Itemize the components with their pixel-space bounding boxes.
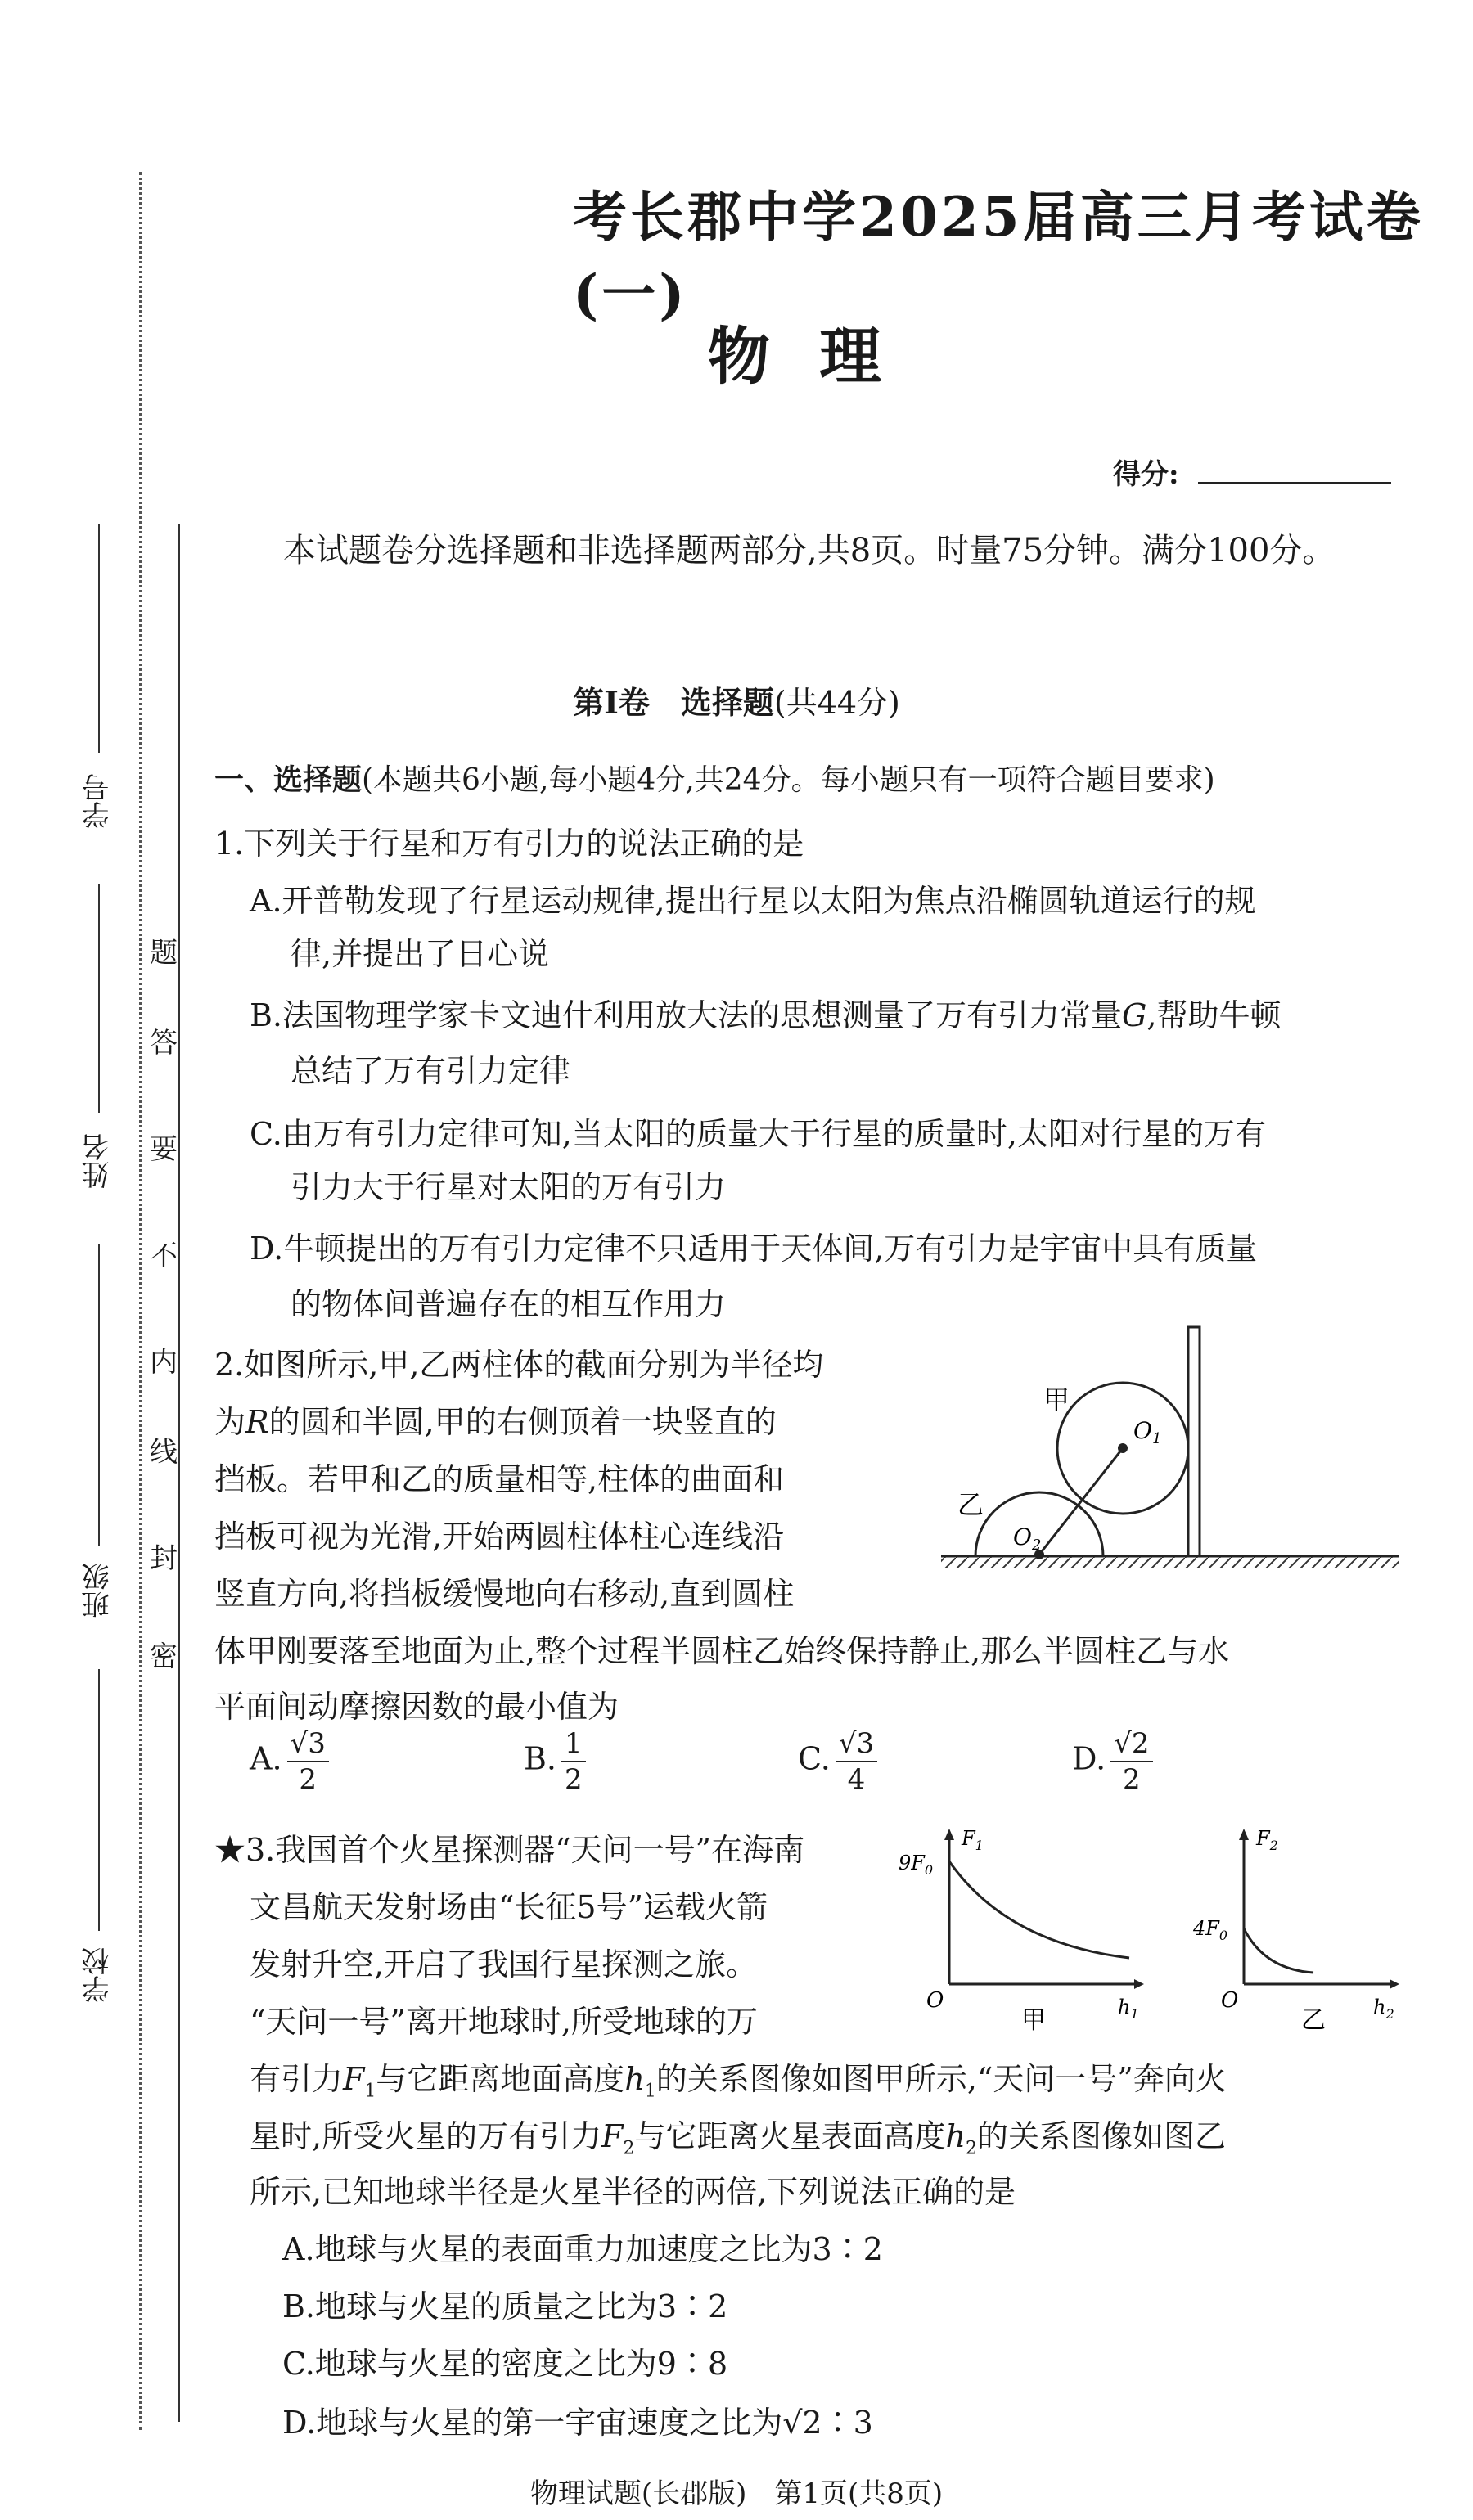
y-axis-label: $F_2$ xyxy=(1256,1827,1278,1853)
q2-option-b[interactable]: B. $\frac{1}{2}$ xyxy=(524,1726,586,1797)
ground-hatch xyxy=(941,1556,1399,1568)
label-o1: $O_1$ xyxy=(1133,1417,1162,1447)
x-axis-label: $h_1$ xyxy=(1118,1996,1139,2022)
q1-option-b: B.法国物理学家卡文迪什利用放大法的思想测量了万有引力常量G,帮助牛顿 xyxy=(250,997,1282,1033)
q3-option-c: C.地球与火星的密度之比为9∶8 xyxy=(282,2346,728,2382)
label-name: 姓名 xyxy=(82,1133,115,1189)
q3-line-1: ★3.我国首个火星探测器“天问一号”在海南 xyxy=(214,1832,805,1868)
class-blank[interactable] xyxy=(98,1244,100,1546)
y0-label: $9F_0$ xyxy=(899,1852,934,1878)
q1-option-a: A.开普勒发现了行星运动规律,提出行星以太阳为焦点沿椭圆轨道运行的规 xyxy=(250,883,1256,919)
q3-graph-yi xyxy=(1178,1820,1408,2033)
center-o1 xyxy=(1118,1443,1128,1453)
graph-caption: 甲 xyxy=(1021,2006,1046,2033)
seal-char: 封 xyxy=(150,1542,178,1575)
seal-char: 线 xyxy=(150,1436,178,1469)
score-label: 得分: xyxy=(1113,458,1179,491)
q2-option-d[interactable]: D. $\frac{√2}{2}$ xyxy=(1072,1726,1153,1797)
q2-line-7: 平面间动摩擦因数的最小值为 xyxy=(214,1689,619,1725)
q3-line-7: 所示,已知地球半径是火星半径的两倍,下列说法正确的是 xyxy=(250,2174,1016,2210)
q3-line-3: 发射升空,开启了我国行星探测之旅。 xyxy=(250,1946,758,1982)
label-yi: 乙 xyxy=(957,1489,984,1520)
q2-option-a[interactable]: A. $\frac{√3}{2}$ xyxy=(250,1726,329,1797)
q2-line-5: 竖直方向,将挡板缓慢地向右移动,直到圆柱 xyxy=(214,1576,795,1612)
q3-option-b: B.地球与火星的质量之比为3∶2 xyxy=(282,2288,728,2324)
page-footer: 物理试题(长郡版) 第1页(共8页) xyxy=(529,2477,944,2510)
q3-option-d: D.地球与火星的第一宇宙速度之比为√2∶3 xyxy=(282,2405,873,2441)
q1-option-d-cont: 的物体间普遍存在的相互作用力 xyxy=(291,1286,727,1322)
origin-label: O xyxy=(926,1988,944,2013)
seal-char: 题 xyxy=(150,937,178,970)
q2-line-6: 体甲刚要落至地面为止,整个过程半圆柱乙始终保持静止,那么半圆柱乙与水 xyxy=(214,1633,1230,1669)
q1-option-d: D.牛顿提出的万有引力定律不只适用于天体间,万有引力是宇宙中具有质量 xyxy=(250,1231,1258,1267)
q2-cylinder-figure xyxy=(933,1317,1408,1579)
curve-f2 xyxy=(1244,1928,1313,1973)
q3-graph-jia xyxy=(884,1820,1154,2033)
score-blank[interactable] xyxy=(1198,482,1391,484)
instructions: 本试题卷分选择题和非选择题两部分,共8页。时量75分钟。满分100分。 xyxy=(283,532,1336,569)
q3-line-6: 星时,所受火星的万有引力$F_2$与它距离火星表面高度$h_2$的关系图像如图乙 xyxy=(250,2118,1226,2159)
origin-label: O xyxy=(1221,1988,1239,2013)
q1-stem: 1.下列关于行星和万有引力的说法正确的是 xyxy=(214,826,804,862)
q3-line-5: 有引力$F_1$与它距离地面高度$h_1$的关系图像如图甲所示,“天问一号”奔向火 xyxy=(250,2061,1227,2102)
q2-line-2: 为R的圆和半圆,甲的右侧顶着一块竖直的 xyxy=(214,1404,777,1440)
baffle-plate xyxy=(1188,1327,1200,1556)
seal-char: 内 xyxy=(150,1346,178,1379)
q3-line-2: 文昌航天发射场由“长征5号”运载火箭 xyxy=(250,1889,768,1925)
y0-label: $4F_0$ xyxy=(1193,1917,1228,1943)
q3-option-a: A.地球与火星的表面重力加速度之比为3∶2 xyxy=(282,2231,883,2267)
section-title: 一、选择题(本题共6小题,每小题4分,共24分。每小题只有一项符合题目要求) xyxy=(214,763,1215,797)
part-title: 第Ⅰ卷 选择题(共44分) xyxy=(573,684,900,721)
center-line xyxy=(1039,1448,1123,1555)
y-axis-label: $F_1$ xyxy=(962,1827,984,1853)
q2-line-3: 挡板。若甲和乙的质量相等,柱体的曲面和 xyxy=(214,1461,785,1497)
q1-option-c-cont: 引力大于行星对太阳的万有引力 xyxy=(291,1169,727,1205)
label-o2: $O_2$ xyxy=(1013,1523,1042,1554)
q3-line-4: “天问一号”离开地球时,所受地球的万 xyxy=(250,2004,758,2040)
seal-char: 答 xyxy=(150,1027,178,1060)
seal-char: 不 xyxy=(150,1240,178,1272)
label-class: 班级 xyxy=(82,1563,115,1618)
label-school: 学校 xyxy=(82,1947,115,2003)
q1-option-b-cont: 总结了万有引力定律 xyxy=(291,1053,571,1089)
school-blank[interactable] xyxy=(98,1669,100,1931)
q2-line-1: 2.如图所示,甲,乙两柱体的截面分别为半径均 xyxy=(214,1347,824,1383)
curve-f1 xyxy=(949,1861,1129,1958)
binding-dotted-line xyxy=(139,172,142,2430)
label-student-id: 学号 xyxy=(82,773,115,829)
seal-char: 密 xyxy=(150,1640,178,1673)
q1-option-c: C.由万有引力定律可知,当太阳的质量大于行星的质量时,太阳对行星的万有 xyxy=(250,1116,1266,1152)
q1-option-a-cont: 律,并提出了日心说 xyxy=(291,936,550,972)
subject-title: 物理 xyxy=(708,320,930,393)
x-axis-label: $h_2$ xyxy=(1373,1996,1394,2022)
name-blank[interactable] xyxy=(98,884,100,1113)
exam-title: 考长郡中学2025届高三月考试卷(一) xyxy=(573,185,1424,326)
q2-option-c[interactable]: C. $\frac{√3}{4}$ xyxy=(798,1726,877,1797)
q2-line-4: 挡板可视为光滑,开始两圆柱体柱心连线沿 xyxy=(214,1519,785,1555)
seal-char: 要 xyxy=(150,1133,178,1166)
label-jia: 甲 xyxy=(1043,1384,1070,1415)
graph-caption: 乙 xyxy=(1301,2006,1326,2033)
